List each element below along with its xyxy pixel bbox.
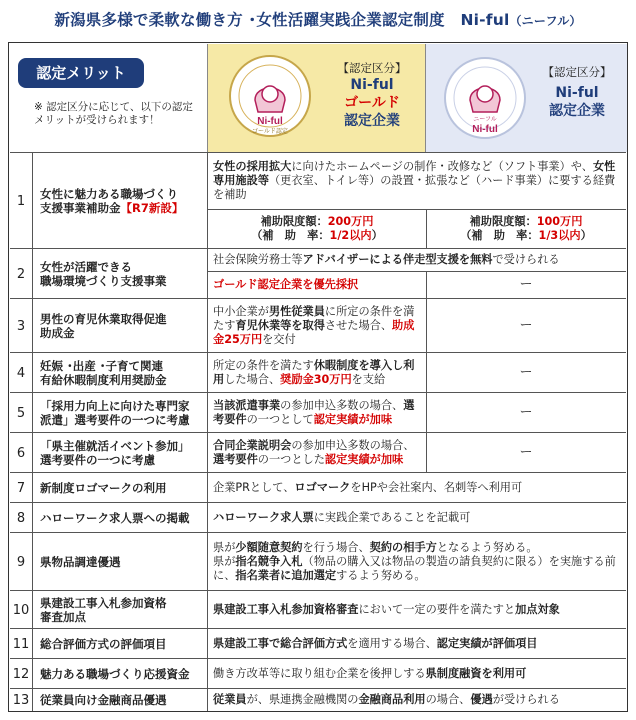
row-title: 女性が活躍できる 職場環境づくり支援事業 [32, 249, 208, 299]
row-title: 魅力ある職場づくり応援資金 [32, 659, 208, 689]
standard-category-title: 【認定区分】 Ni-ful 認定企業 [542, 65, 612, 119]
standard-benefit: ー [519, 318, 533, 333]
row-number: 3 [10, 299, 33, 353]
merit-note: ※ 認定区分に応じて、以下の認定メリットが受けられます！ [34, 101, 193, 126]
row-description: 県が少額随意契約を行う場合、契約の相手方となるよう努める。 県が指名競争入札（物品の購入又は物品の製造の請負契約に限る）を実施する前に、指名業者に追加選定するよう努める。 [213, 541, 616, 582]
standard-benefit: ー [519, 445, 533, 460]
table-row [10, 472, 626, 503]
page-title: 新潟県多様で柔軟な働き方 ･女性活躍実践企業認定制度 Ni-ful（ニーフル） [54, 11, 582, 29]
row-title: 女性に魅力ある職場づくり 支援事業補助金【R7新設】 [32, 153, 208, 249]
row-number: 6 [10, 433, 33, 473]
row-number: 5 [10, 393, 33, 433]
row-number: 8 [10, 503, 33, 533]
row-title: 新制度ロゴマークの利用 [32, 473, 208, 503]
gold-benefit: 合同企業説明会の参加申込多数の場合、選考要件の一つとした認定実績が加味 [213, 439, 415, 466]
gold-seal-sub: ゴールド認定 [252, 128, 288, 135]
gold-seal-logo [228, 54, 312, 138]
row-number: 13 [10, 689, 33, 711]
row-number: 10 [10, 591, 33, 629]
table-row [10, 532, 626, 591]
table-row [10, 590, 626, 629]
gold-benefit: ゴールド認定企業を優先採択 [213, 278, 359, 291]
table-row [10, 352, 626, 393]
table-row [10, 248, 626, 299]
table-row [10, 658, 626, 689]
row-title: 男性の育児休業取得促進 助成金 [32, 299, 208, 353]
row-description: 県建設工事で総合評価方式を適用する場合、認定実績が評価項目 [213, 637, 538, 650]
row-number: 9 [10, 533, 33, 591]
table-row [10, 432, 626, 473]
standard-benefit: ー [519, 365, 533, 380]
row-number: 11 [10, 629, 33, 659]
table-row [10, 502, 626, 533]
row-title: 妊娠 ･出産 ･子育て関連 有給休暇制度利用奨励金 [32, 353, 208, 393]
row-number: 4 [10, 353, 33, 393]
row-number: 12 [10, 659, 33, 689]
row-number: 2 [10, 249, 33, 299]
gold-benefit: 所定の条件を満たす休暇制度を導入し利用した場合、奨励金30万円を支給 [213, 359, 415, 386]
row-number: 1 [10, 153, 33, 249]
row-description: 社会保険労務士等アドバイザーによる伴走型支援を無料で受けられる [213, 253, 560, 266]
row-title: 「採用力向上に向けた専門家 派遣」選考要件の一つに考慮 [32, 393, 208, 433]
table-row [10, 392, 626, 433]
standard-seal-text: Ni-ful [472, 124, 498, 135]
merit-label: 認定メリット [18, 58, 144, 88]
row-title: 「県主催就活イベント参加」 選考要件の一つに考慮 [32, 433, 208, 473]
row-description: 女性の採用拡大に向けたホームページの制作・改修など（ソフト事業）や、女性専用施設等（更衣室、トイレ等）の設置・拡張など（ハード事業）に要する経費を補助 [213, 160, 616, 201]
standard-benefit: ー [519, 405, 533, 420]
gold-benefit: 中小企業が男性従業員に所定の条件を満たす育児休業等を取得させた場合、助成金25万円を交付 [213, 305, 415, 346]
row-title: ハローワーク求人票への掲載 [32, 503, 208, 533]
gold-subsidy-limit: 補助限度額：200万円 （補 助 率：1/2以内） [251, 215, 383, 242]
standard-subsidy-limit: 補助限度額：100万円 （補 助 率：1/3以内） [460, 215, 592, 242]
table-row [10, 628, 626, 659]
row-title: 従業員向け金融商品優遇 [32, 689, 208, 711]
standard-benefit: ー [519, 277, 533, 292]
gold-category-title: 【認定区分】 Ni-ful ゴールド 認定企業 [337, 61, 407, 129]
row-description: 県建設工事入札参加資格審査において一定の要件を満たすと加点対象 [213, 603, 560, 616]
table-row [10, 688, 626, 711]
table-row [10, 152, 626, 249]
gold-seal-text: Ni-ful [257, 116, 283, 127]
row-description: ハローワーク求人票に実践企業であることを記載可 [213, 511, 471, 524]
row-description: 従業員が、県連携金融機関の金融商品利用の場合、優遇が受けられる [213, 693, 560, 706]
row-description: 働き方改革等に取り組む企業を後押しする県制度融資を利用可 [213, 667, 527, 680]
table-row [10, 298, 626, 353]
row-title: 県物品調達優遇 [32, 533, 208, 591]
row-description: 企業PRとして、ロゴマークをHPや会社案内、名刺等へ利用可 [213, 481, 523, 494]
row-number: 7 [10, 473, 33, 503]
standard-seal-sub: ニーフル [473, 116, 497, 123]
gold-benefit: 当該派遣事業の参加申込多数の場合、選考要件の一つとして認定実績が加味 [213, 399, 415, 426]
row-title: 総合評価方式の評価項目 [32, 629, 208, 659]
standard-seal-logo [443, 56, 527, 140]
row-title: 県建設工事入札参加資格 審査加点 [32, 591, 208, 629]
